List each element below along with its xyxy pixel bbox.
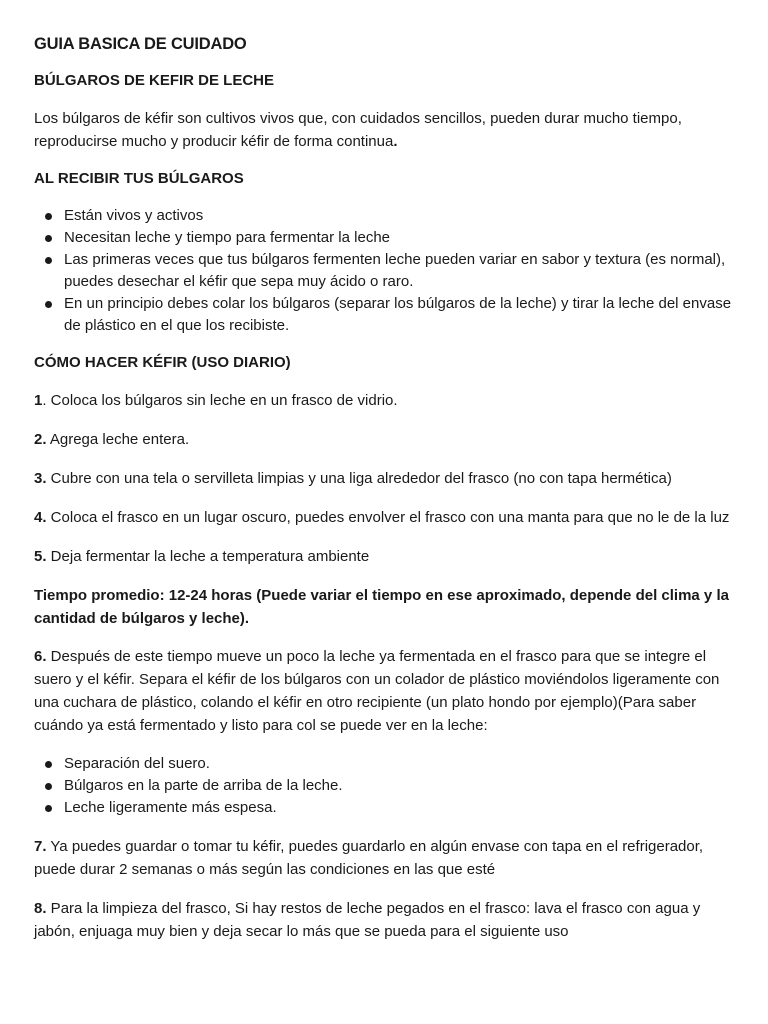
list-item-text: En un principio debes colar los búlgaros (separar los búlgaros de la leche) y tirar la leche del envase de plástico en el que los recibiste. [64, 295, 732, 334]
step-number: 6. [34, 648, 47, 665]
intro-text: Los búlgaros de kéfir son cultivos vivos que, con cuidados sencillos, pueden durar mucho tiempo, reproducirse mucho y producir kéfir de forma continua [34, 110, 682, 150]
step-number: 4. [34, 509, 47, 526]
document-subtitle: BÚLGAROS DE KEFIR DE LECHE [34, 72, 275, 89]
list-item-text: Leche ligeramente más espesa. [64, 799, 277, 816]
step-6 [34, 645, 734, 737]
step-number: 7. [34, 838, 47, 855]
step-5 [34, 545, 734, 568]
ready-signs-list [34, 753, 734, 819]
list-item-text: Las primeras veces que tus búlgaros fermenten leche pueden variar en sabor y textura (es normal), puedes desechar el kéfir que sepa muy ácido o raro. [64, 251, 726, 290]
intro-paragraph [34, 107, 734, 153]
step-text: . Coloca los búlgaros sin leche en un frasco de vidrio. [42, 392, 398, 409]
intro-period: . [393, 133, 398, 150]
step-number: 1 [34, 392, 43, 409]
bullet-icon [45, 805, 52, 812]
step-number: 5. [34, 548, 47, 565]
step-4 [34, 506, 734, 529]
step-text: Para la limpieza del frasco, Si hay restos de leche pegados en el frasco: lava el frasco con agua y jabón, enjuaga muy bien y deja secar lo más que se pueda para el siguiente uso [34, 900, 701, 940]
receive-list [34, 205, 734, 337]
step-8 [34, 897, 734, 943]
step-text: Deja fermentar la leche a temperatura ambiente [46, 548, 370, 565]
howto-heading: CÓMO HACER KÉFIR (USO DIARIO) [34, 354, 291, 371]
step-1 [34, 389, 734, 412]
receive-heading: AL RECIBIR TUS BÚLGAROS [34, 170, 244, 187]
step-text: Agrega leche entera. [46, 431, 190, 448]
list-item [34, 775, 734, 797]
list-item [34, 753, 734, 775]
list-item [34, 205, 734, 227]
bullet-icon [45, 783, 52, 790]
step-number: 8. [34, 900, 47, 917]
bullet-icon [45, 301, 52, 308]
bullet-icon [45, 761, 52, 768]
list-item-text: Búlgaros en la parte de arriba de la leche. [64, 777, 343, 794]
list-item-text: Necesitan leche y tiempo para fermentar la leche [64, 229, 391, 246]
list-item [34, 293, 734, 337]
list-item [34, 227, 734, 249]
step-text: Después de este tiempo mueve un poco la leche ya fermentada en el frasco para que se integre el suero y el kéfir. Separa el kéfir de los búlgaros con un colador de plástico moviéndolos ligeramente con una cuchara de plástico, colando el kéfir en otro recipiente (un plato hondo por ejemplo)(Para saber cuándo ya está fermentado y listo para col se puede ver en la leche: [34, 648, 720, 734]
time-note: Tiempo promedio: 12-24 horas (Puede variar el tiempo en ese aproximado, depende del clima y la cantidad de búlgaros y leche). [34, 587, 729, 627]
bullet-icon [45, 235, 52, 242]
bullet-icon [45, 213, 52, 220]
step-7 [34, 835, 734, 881]
list-item-text: Están vivos y activos [64, 207, 204, 224]
step-3 [34, 467, 734, 490]
document-title: GUIA BASICA DE CUIDADO [34, 35, 247, 53]
step-number: 3. [34, 470, 47, 487]
step-text: Coloca el frasco en un lugar oscuro, puedes envolver el frasco con una manta para que no le de la luz [46, 509, 730, 526]
step-text: Cubre con una tela o servilleta limpias y una liga alrededor del frasco (no con tapa hermética) [46, 470, 672, 487]
list-item [34, 249, 734, 293]
list-item-text: Separación del suero. [64, 755, 210, 772]
list-item [34, 797, 734, 819]
bullet-icon [45, 257, 52, 264]
step-2 [34, 428, 734, 451]
step-number: 2. [34, 431, 47, 448]
step-text: Ya puedes guardar o tomar tu kéfir, puedes guardarlo en algún envase con tapa en el refrigerador, puede durar 2 semanas o más según las condiciones en las que esté [34, 838, 704, 878]
